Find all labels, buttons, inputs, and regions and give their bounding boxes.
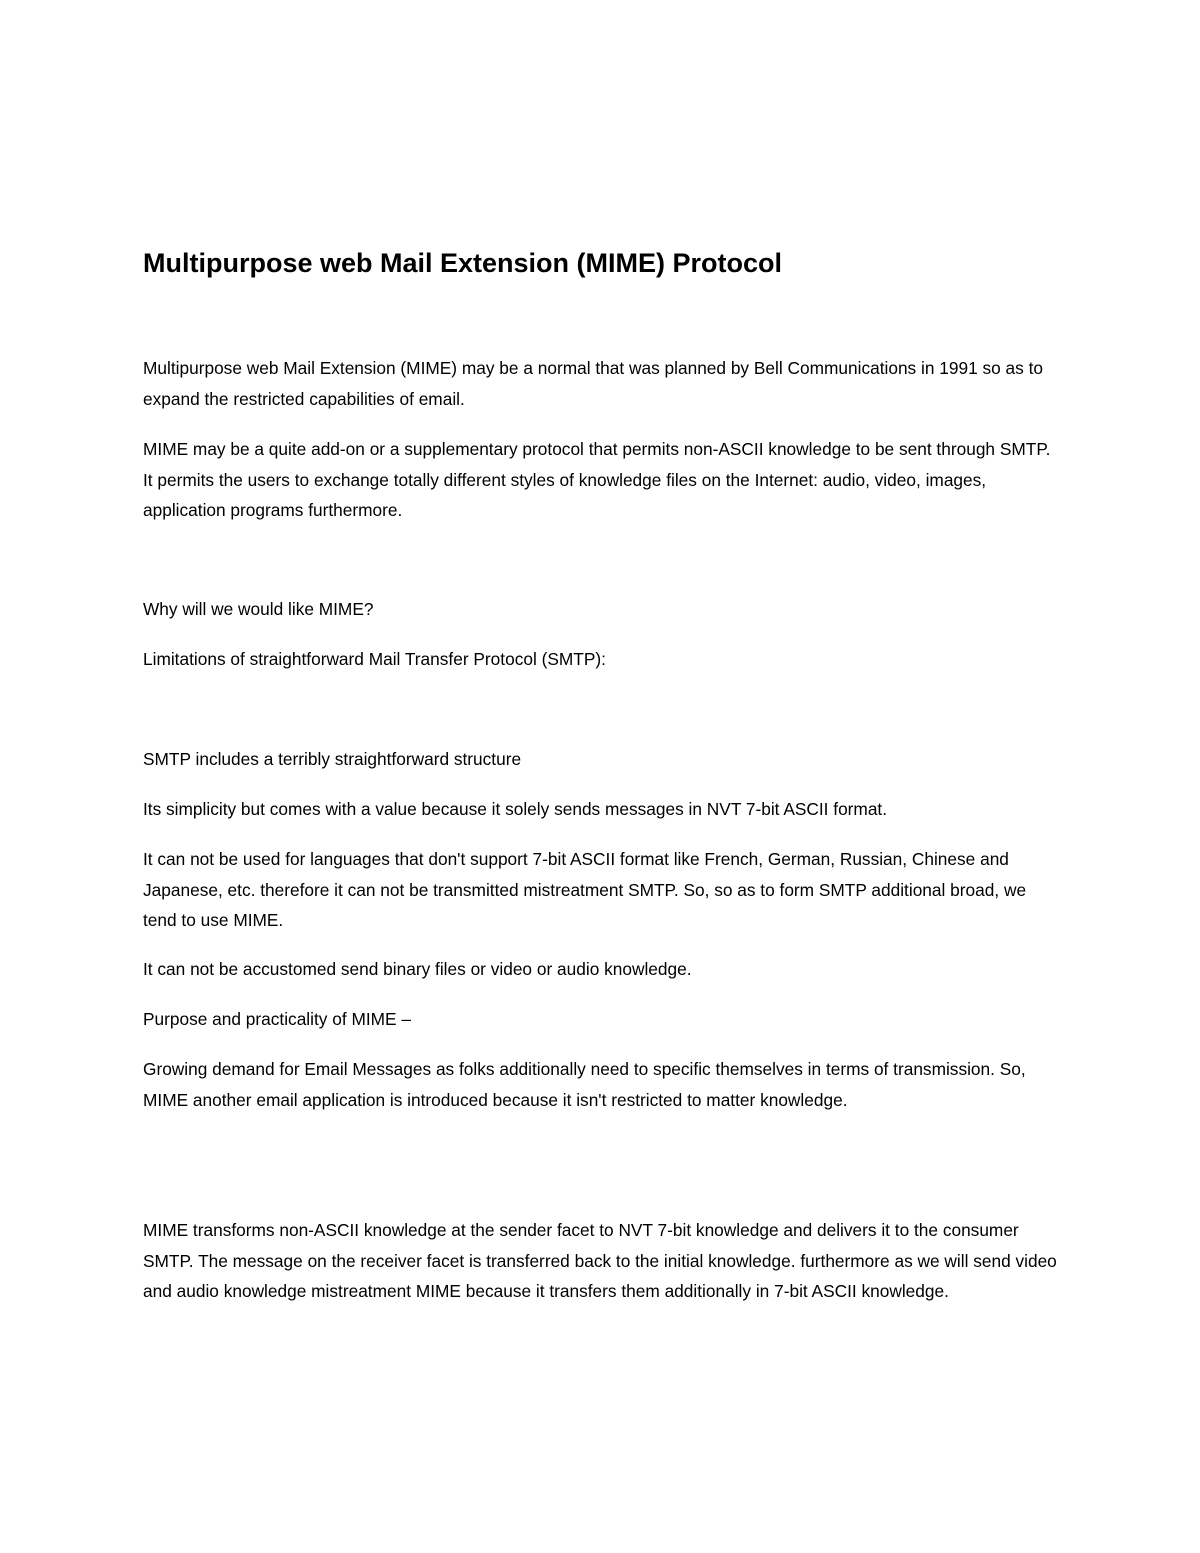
paragraph-purpose-heading: Purpose and practicality of MIME – — [143, 1009, 411, 1029]
paragraph-languages: It can not be used for languages that don't support 7-bit ASCII format like French, German, Russian, Chinese and Japanese, etc. therefore it can not be transmitted mistreatment SMTP. So, so as to form SMTP additional broad, we tend to use MIME. — [143, 849, 1027, 931]
paragraph-growing-demand: Growing demand for Email Messages as folks additionally need to specific themselves in terms of transmission. So, MIME another email application is introduced because it isn't restricted to matter knowledge. — [143, 1059, 1026, 1110]
paragraph-intro: Multipurpose web Mail Extension (MIME) may be a normal that was planned by Bell Communications in 1991 so as to expand the restricted capabilities of email. — [143, 358, 1044, 409]
paragraph-smtp-structure: SMTP includes a terribly straightforward structure — [143, 749, 522, 769]
paragraph-mime-transforms: MIME transforms non-ASCII knowledge at the sender facet to NVT 7-bit knowledge and delivers it to the consumer SMTP. The message on the receiver facet is transferred back to the initial knowledge. furthermore as we will send video and audio knowledge mistreatment MIME because it transfers them additionally in 7-bit ASCII knowledge. — [143, 1220, 1057, 1302]
paragraph-smtp-simplicity: Its simplicity but comes with a value because it solely sends messages in NVT 7-bit ASCII format. — [143, 799, 888, 819]
paragraph-smtp-limitations-heading: Limitations of straightforward Mail Transfer Protocol (SMTP): — [143, 649, 606, 669]
paragraph-why-mime: Why will we would like MIME? — [143, 599, 374, 619]
document-title: Multipurpose web Mail Extension (MIME) Protocol — [143, 248, 783, 278]
paragraph-binary-files: It can not be accustomed send binary files or video or audio knowledge. — [143, 959, 692, 979]
paragraph-mime-addon: MIME may be a quite add-on or a supplementary protocol that permits non-ASCII knowledge to be sent through SMTP. It permits the users to exchange totally different styles of knowledge files on the Internet: audio, video, images, application programs furthermore. — [143, 439, 1051, 521]
